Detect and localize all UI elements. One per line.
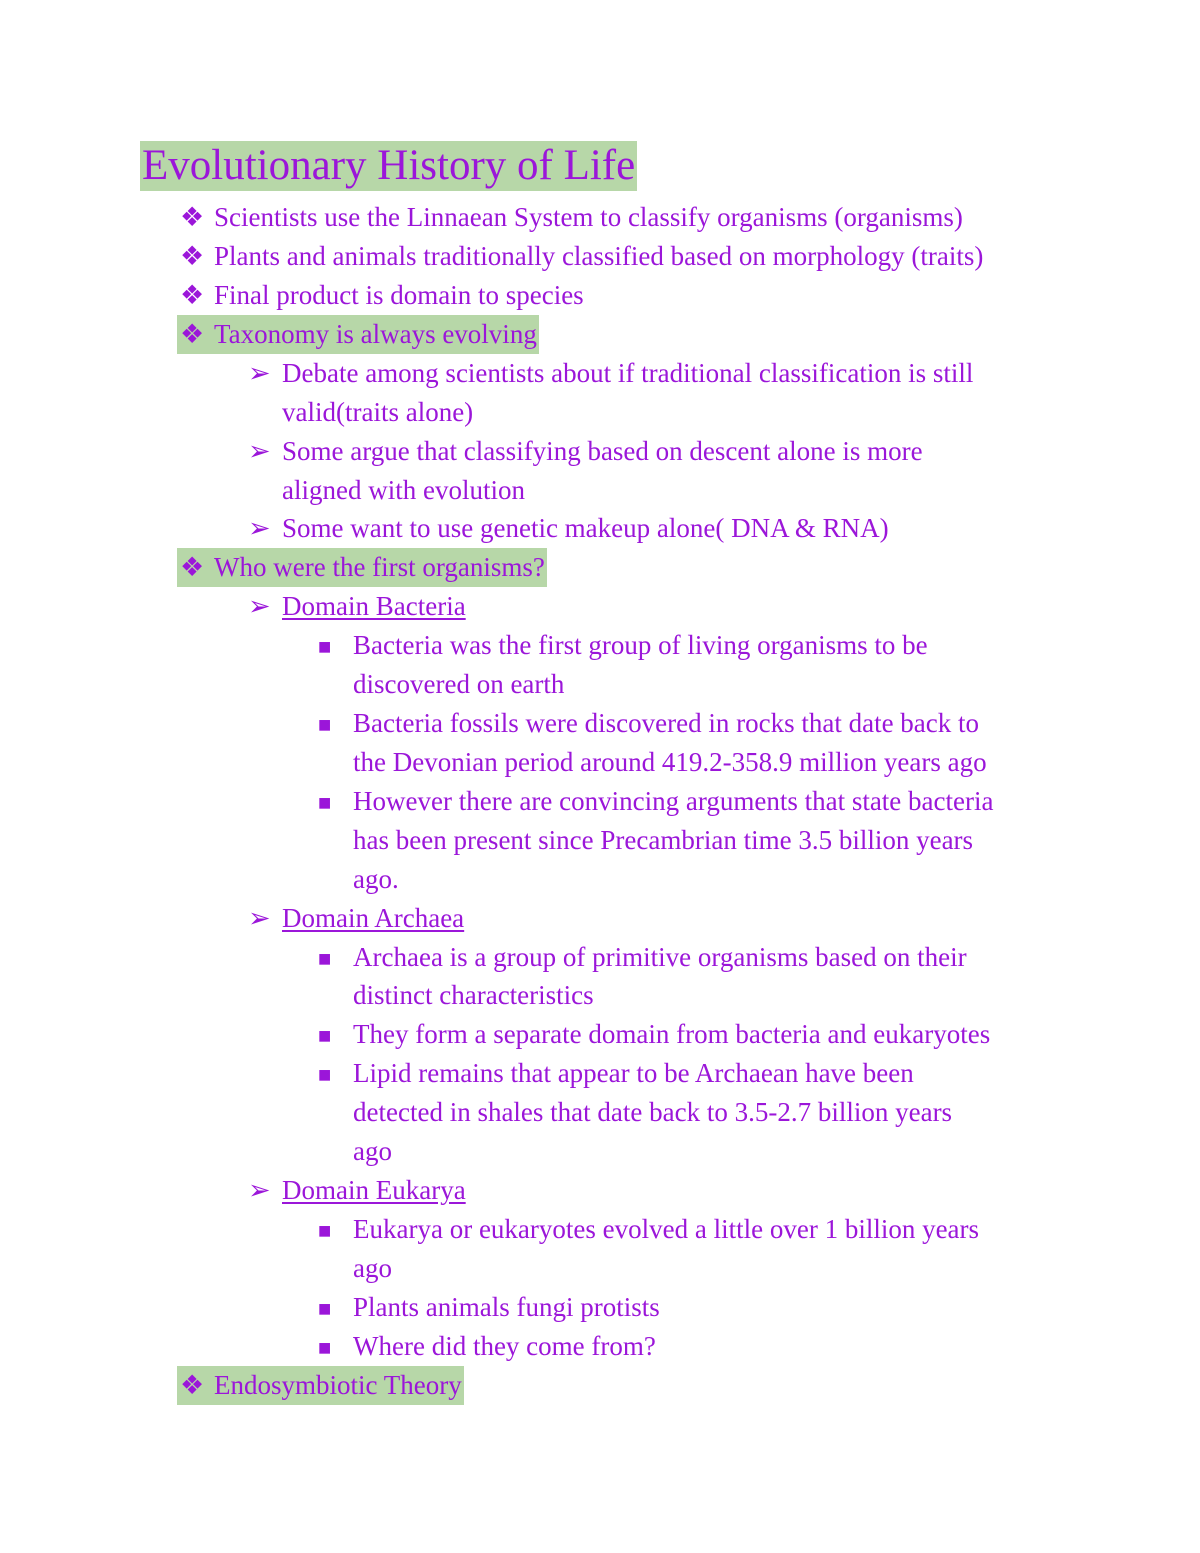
square-bullet-icon: ■ bbox=[318, 1335, 332, 1360]
list-item bbox=[318, 626, 928, 665]
square-bullet-icon: ■ bbox=[318, 790, 332, 815]
list-item-continuation: ago bbox=[353, 1253, 392, 1283]
list-item-continuation: has been present since Precambrian time 3.5 billion years bbox=[353, 825, 974, 855]
list-item-text: Archaea is a group of primitive organisms based on their bbox=[353, 942, 967, 972]
list-item bbox=[248, 1171, 466, 1210]
list-item-text: Final product is domain to species bbox=[214, 280, 584, 310]
list-item bbox=[248, 432, 923, 471]
diamond-bullet-icon: ❖ bbox=[180, 241, 205, 271]
square-bullet-icon: ■ bbox=[318, 946, 332, 971]
list-item-text: Some argue that classifying based on descent alone is more bbox=[282, 436, 923, 466]
arrow-bullet-icon: ➢ bbox=[248, 513, 271, 543]
list-item-text: They form a separate domain from bacteria and eukaryotes bbox=[353, 1019, 991, 1049]
arrow-bullet-icon: ➢ bbox=[248, 436, 271, 466]
square-bullet-icon: ■ bbox=[318, 634, 332, 659]
list-item-continuation: discovered on earth bbox=[353, 669, 565, 699]
list-item-continuation: detected in shales that date back to 3.5-2.7 billion years bbox=[353, 1097, 953, 1127]
list-item bbox=[318, 1054, 914, 1093]
list-item-text: Plants animals fungi protists bbox=[353, 1292, 660, 1322]
list-item-continuation: distinct characteristics bbox=[353, 980, 594, 1010]
diamond-bullet-icon: ❖ bbox=[180, 202, 205, 232]
arrow-bullet-icon: ➢ bbox=[248, 358, 271, 388]
list-item bbox=[318, 704, 979, 743]
list-item-text: Endosymbiotic Theory bbox=[214, 1370, 462, 1400]
list-item bbox=[177, 198, 963, 237]
domain-eukarya-heading: Domain Eukarya bbox=[282, 1175, 466, 1205]
list-item bbox=[177, 276, 584, 315]
square-bullet-icon: ■ bbox=[318, 712, 332, 737]
list-item-text: However there are convincing arguments that state bacteria bbox=[353, 786, 994, 816]
list-item-continuation: ago. bbox=[353, 864, 399, 894]
page-title: Evolutionary History of Life bbox=[142, 142, 636, 189]
highlighted-heading-first-organisms bbox=[177, 548, 547, 587]
list-item-text: Bacteria fossils were discovered in rocks that date back to bbox=[353, 708, 980, 738]
list-item-text: Where did they come from? bbox=[353, 1331, 656, 1361]
arrow-bullet-icon: ➢ bbox=[248, 1175, 271, 1205]
list-item-text: Eukarya or eukaryotes evolved a little over 1 billion years bbox=[353, 1214, 980, 1244]
list-item bbox=[318, 1015, 990, 1054]
arrow-bullet-icon: ➢ bbox=[248, 591, 271, 621]
square-bullet-icon: ■ bbox=[318, 1062, 332, 1087]
list-item-continuation: valid(traits alone) bbox=[282, 397, 474, 427]
list-item-text: Taxonomy is always evolving bbox=[214, 319, 537, 349]
list-item bbox=[318, 1210, 979, 1249]
diamond-bullet-icon: ❖ bbox=[180, 319, 205, 349]
list-item-text: Who were the first organisms? bbox=[214, 552, 545, 582]
list-item-text: Bacteria was the first group of living organisms to be bbox=[353, 630, 928, 660]
highlighted-heading-taxonomy bbox=[177, 315, 539, 354]
list-item-text: Some want to use genetic makeup alone( DNA & RNA) bbox=[282, 513, 889, 543]
list-item bbox=[318, 1327, 656, 1366]
list-item-text: Debate among scientists about if traditional classification is still bbox=[282, 358, 974, 388]
list-item bbox=[318, 1288, 660, 1327]
square-bullet-icon: ■ bbox=[318, 1218, 332, 1243]
list-item-continuation: aligned with evolution bbox=[282, 475, 525, 505]
list-item-continuation: the Devonian period around 419.2-358.9 million years ago bbox=[353, 747, 987, 777]
diamond-bullet-icon: ❖ bbox=[180, 552, 205, 582]
arrow-bullet-icon: ➢ bbox=[248, 903, 271, 933]
list-item bbox=[318, 782, 993, 821]
highlighted-heading-endosymbiotic bbox=[177, 1366, 464, 1405]
list-item-text: Plants and animals traditionally classified based on morphology (traits) bbox=[214, 241, 984, 271]
list-item-text: Lipid remains that appear to be Archaean have been bbox=[353, 1058, 914, 1088]
list-item bbox=[248, 899, 464, 938]
list-item bbox=[248, 587, 466, 626]
list-item bbox=[248, 509, 889, 548]
list-item-continuation: ago bbox=[353, 1136, 392, 1166]
square-bullet-icon: ■ bbox=[318, 1023, 332, 1048]
domain-archaea-heading: Domain Archaea bbox=[282, 903, 465, 933]
list-item bbox=[248, 354, 973, 393]
diamond-bullet-icon: ❖ bbox=[180, 1370, 205, 1400]
domain-bacteria-heading: Domain Bacteria bbox=[282, 591, 466, 621]
list-item bbox=[177, 237, 983, 276]
list-item bbox=[318, 938, 967, 977]
diamond-bullet-icon: ❖ bbox=[180, 280, 205, 310]
square-bullet-icon: ■ bbox=[318, 1296, 332, 1321]
list-item-text: Scientists use the Linnaean System to classify organisms (organisms) bbox=[214, 202, 963, 232]
